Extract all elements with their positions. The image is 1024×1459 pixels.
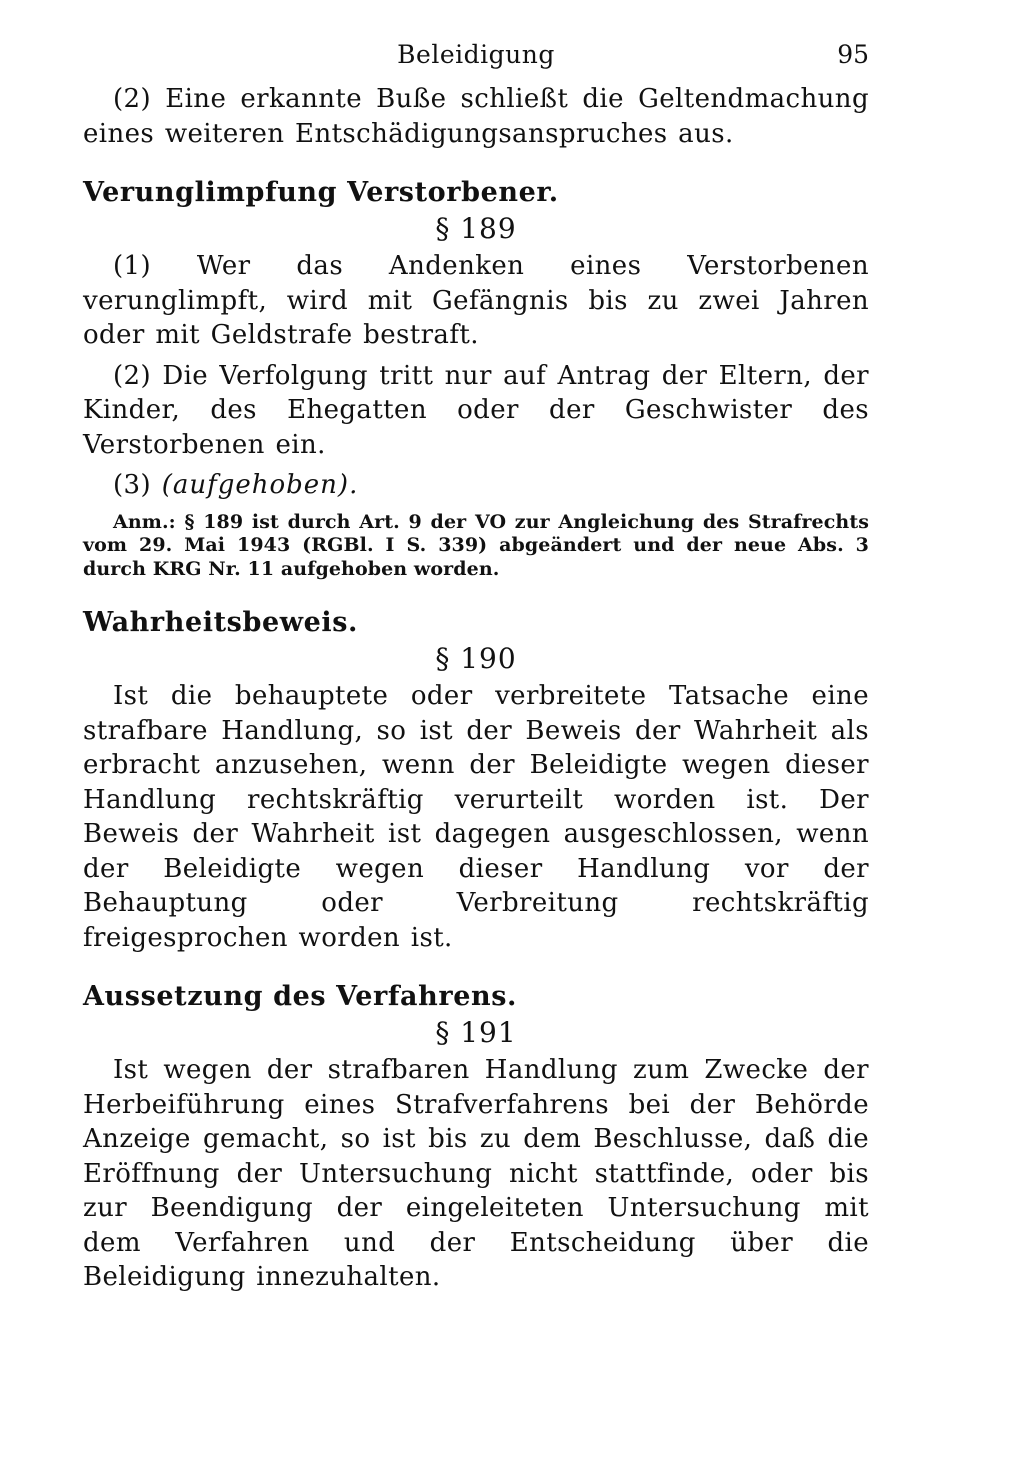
section-189: [83, 175, 869, 581]
paragraph-191: Ist wegen der strafbaren Handlung zum Zwecke der Herbeiführung eines Strafverfahrens bei der Behörde Anzeige gemacht, so ist bis zu dem Beschlusse, daß die Eröffnung der Untersuchung nicht stattfinde, oder bis zur Beendigung der eingeleiteten Untersuchung mit dem Verfahren und der Entscheidung über die Beleidigung innezuhalten.: [83, 1055, 869, 1292]
repealed-text: (aufgehoben).: [161, 470, 359, 500]
paragraph-190: Ist die behauptete oder verbreitete Tatsache eine strafbare Handlung, so ist der Beweis der Wahrheit als erbracht anzusehen, wenn der Beleidigte wegen dieser Handlung rechtskräftig verurteilt worden ist. Der Beweis der Wahrheit ist dagegen ausgeschlossen, wenn der Beleidigte wegen dieser Handlung vor der Behauptung oder Verbreitung rechtskräftig freigesprochen worden ist.: [83, 681, 869, 953]
paragraph-189-3: [83, 468, 869, 503]
running-header: [83, 38, 869, 82]
section-heading: Wahrheitsbeweis.: [83, 607, 358, 638]
section-191: [83, 979, 869, 1295]
page-number: 95: [837, 40, 869, 69]
section-190: [83, 605, 869, 955]
paragraph-sign: § 191: [435, 1016, 517, 1049]
paragraph-189-1: (1) Wer das Andenken eines Verstorbenen verunglimpft, wird mit Gefängnis bis zu zwei Jahren oder mit Geldstrafe bestraft.: [83, 251, 869, 350]
document-page: [83, 38, 869, 1295]
section-heading: Aussetzung des Verfahrens.: [83, 981, 518, 1012]
annotation-note: [83, 511, 869, 582]
note-text: § 189 ist durch Art. 9 der VO zur Angleichung des Strafrechts vom 29. Mai 1943 (RGBl. I S. 339) abgeändert und der neue Abs. 3 durch KRG Nr. 11 aufgehoben worden.: [83, 510, 869, 580]
paragraph-sign: § 190: [435, 642, 517, 675]
section-heading: Verunglimpfung Verstorbener.: [83, 177, 559, 208]
note-label: Anm.:: [113, 510, 176, 533]
paragraph-number: (3): [113, 470, 152, 500]
paragraph-188-2: (2) Eine erkannte Buße schließt die Geltendmachung eines weiteren Entschädigungsanspruches aus.: [83, 84, 869, 149]
paragraph-sign: § 189: [435, 212, 517, 245]
paragraph-189-2: (2) Die Verfolgung tritt nur auf Antrag der Eltern, der Kinder, des Ehegatten oder der Geschwister des Verstorbenen ein.: [83, 360, 869, 460]
running-title: Beleidigung: [397, 40, 555, 69]
